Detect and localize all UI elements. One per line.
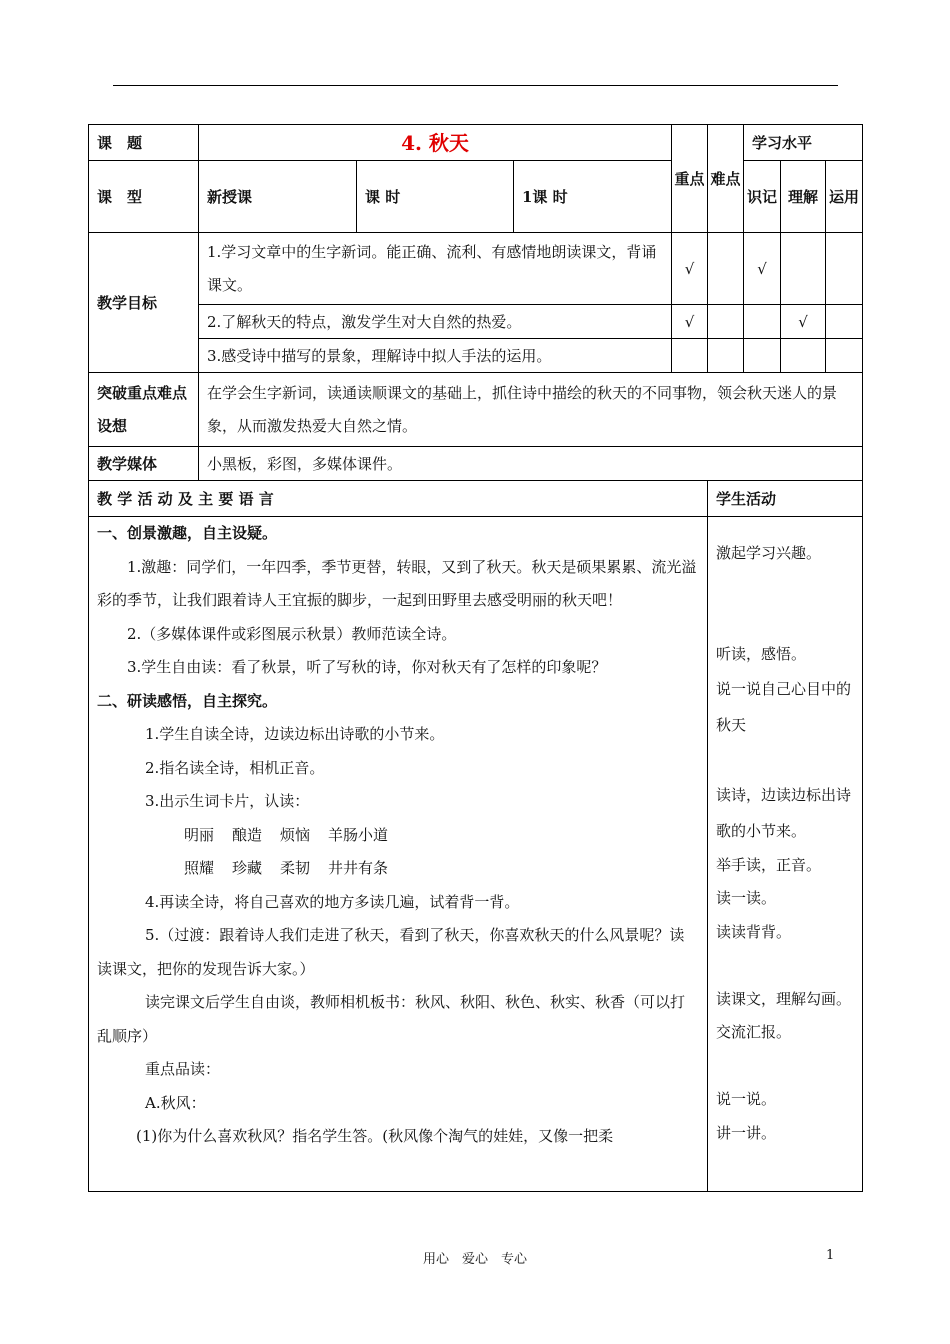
vocab-word: 柔韧 bbox=[280, 859, 311, 877]
goal-3-remember bbox=[744, 339, 781, 373]
activity-body bbox=[89, 517, 708, 1192]
section-2-item-7: 重点品读： bbox=[145, 1060, 221, 1078]
vocab-word: 井井有条 bbox=[328, 859, 389, 877]
type-label: 课 型 bbox=[89, 161, 199, 233]
section-1-item-2: 2.（多媒体课件或彩图展示秋景）教师范读全诗。 bbox=[127, 624, 457, 643]
section-1-item-3: 3.学生自由读：看了秋景，听了写秋的诗，你对秋天有了怎样的印象呢？ bbox=[127, 658, 607, 676]
goal-3-understand bbox=[781, 339, 826, 373]
media-label: 教学媒体 bbox=[89, 447, 199, 481]
section-2-item-8: A.秋风： bbox=[145, 1093, 206, 1112]
student-activity-8: 读课文，理解勾画。 bbox=[716, 989, 852, 1008]
level-apply: 运用 bbox=[826, 161, 863, 233]
footer-motto: 用心 爱心 专心 bbox=[422, 1252, 527, 1267]
type-value: 新授课 bbox=[199, 161, 357, 233]
header-rule bbox=[113, 85, 838, 86]
student-activity-6: 读一读。 bbox=[716, 889, 777, 907]
goal-1-apply bbox=[826, 233, 863, 305]
level-remember: 识记 bbox=[744, 161, 781, 233]
lesson-label: 课 题 bbox=[89, 125, 199, 161]
student-activity-1: 激起学习兴趣。 bbox=[716, 544, 822, 562]
student-activity-4: 读诗，边读边标出诗歌的小节来。 bbox=[716, 785, 852, 840]
goal-2: 2.了解秋天的特点，激发学生对大自然的热爱。 bbox=[199, 305, 672, 339]
goal-2-apply bbox=[826, 305, 863, 339]
level-understand: 理解 bbox=[781, 161, 826, 233]
vocab-word: 明丽 bbox=[184, 825, 215, 844]
goal-1-remember: √ bbox=[744, 233, 781, 305]
goal-1-understand bbox=[781, 233, 826, 305]
goal-3: 3.感受诗中描写的景象，理解诗中拟人手法的运用。 bbox=[199, 339, 672, 373]
breakthrough-text: 在学会生字新词，读通读顺课文的基础上，抓住诗中描绘的秋天的不同事物，领会秋天迷人的景象，从而激发热爱大自然之情。 bbox=[199, 373, 863, 447]
section-2-item-3: 3.出示生词卡片，认读： bbox=[145, 792, 310, 810]
student-activity-body bbox=[708, 517, 863, 1192]
goal-3-key bbox=[672, 339, 708, 373]
section-2-item-4: 4.再读全诗，将自己喜欢的地方多读几遍，试着背一背。 bbox=[145, 892, 520, 911]
activity-header: 教 学 活 动 及 主 要 语 言 bbox=[89, 481, 708, 517]
vocab-word: 烦恼 bbox=[280, 825, 311, 844]
vocab-word: 羊肠小道 bbox=[328, 825, 389, 844]
vocab-row-1 bbox=[97, 819, 699, 853]
section-2-item-2: 2.指名读全诗，相机正音。 bbox=[145, 758, 325, 777]
breakthrough-label: 突破重点难点设想 bbox=[89, 373, 199, 447]
section-1-heading: 一、创景激趣，自主设疑。 bbox=[97, 524, 278, 542]
student-activity-5: 举手读，正音。 bbox=[716, 855, 822, 874]
goal-1: 1.学习文章中的生字新词。能正确、流利、有感情地朗读课文，背诵课文。 bbox=[199, 233, 672, 305]
section-1-item-1: 1.激趣：同学们，一年四季，季节更替，转眼，又到了秋天。秋天是硕果累累、流光溢彩的季节，让我们跟着诗人王宜振的脚步，一起到田野里去感受明丽的秋天吧！ bbox=[97, 557, 697, 609]
section-2-heading: 二、研读感悟，自主探究。 bbox=[97, 691, 278, 710]
vocab-word: 酿造 bbox=[232, 825, 263, 844]
difficulty-header: 难点 bbox=[708, 125, 744, 233]
goals-label: 教学目标 bbox=[89, 233, 199, 373]
student-activity-11: 讲一讲。 bbox=[716, 1123, 777, 1142]
goal-1-key: √ bbox=[672, 233, 708, 305]
section-2-item-9: (1)你为什么喜欢秋风？指名学生答。(秋风像个淘气的娃娃，又像一把柔 bbox=[136, 1127, 614, 1145]
student-activity-2: 听读，感悟。 bbox=[716, 644, 807, 663]
student-activity-10: 说一说。 bbox=[716, 1090, 777, 1108]
media-text: 小黑板，彩图，多媒体课件。 bbox=[199, 447, 863, 481]
goal-2-understand: √ bbox=[781, 305, 826, 339]
lesson-title: 4. 秋天 bbox=[199, 125, 672, 161]
student-activity-7: 读读背背。 bbox=[716, 922, 792, 941]
section-2-item-6: 读完课文后学生自由谈，教师相机板书：秋风、秋阳、秋色、秋实、秋香（可以打乱顺序） bbox=[97, 993, 686, 1045]
goal-3-apply bbox=[826, 339, 863, 373]
hours-label: 课 时 bbox=[357, 161, 514, 233]
vocab-row-2 bbox=[97, 852, 699, 886]
learning-level-header: 学习水平 bbox=[744, 125, 863, 161]
goal-2-remember bbox=[744, 305, 781, 339]
student-activity-9: 交流汇报。 bbox=[716, 1023, 792, 1041]
page-number: 1 bbox=[826, 1248, 835, 1263]
goal-1-hard bbox=[708, 233, 744, 305]
hours-value: 1课 时 bbox=[514, 161, 672, 233]
vocab-word: 珍藏 bbox=[232, 859, 263, 877]
goal-2-hard bbox=[708, 305, 744, 339]
section-2-item-1: 1.学生自读全诗，边读边标出诗歌的小节来。 bbox=[145, 725, 445, 743]
goal-2-key: √ bbox=[672, 305, 708, 339]
goal-3-hard bbox=[708, 339, 744, 373]
student-activity-3: 说一说自己心目中的秋天 bbox=[716, 680, 852, 734]
key-point-header: 重点 bbox=[672, 125, 708, 233]
lesson-plan-table bbox=[88, 124, 862, 1192]
student-header: 学生活动 bbox=[708, 481, 863, 517]
section-2-item-5: 5.（过渡：跟着诗人我们走进了秋天，看到了秋天，你喜欢秋天的什么风景呢？读读课文，把你的发现告诉大家。） bbox=[97, 926, 685, 978]
vocab-word: 照耀 bbox=[184, 859, 215, 877]
